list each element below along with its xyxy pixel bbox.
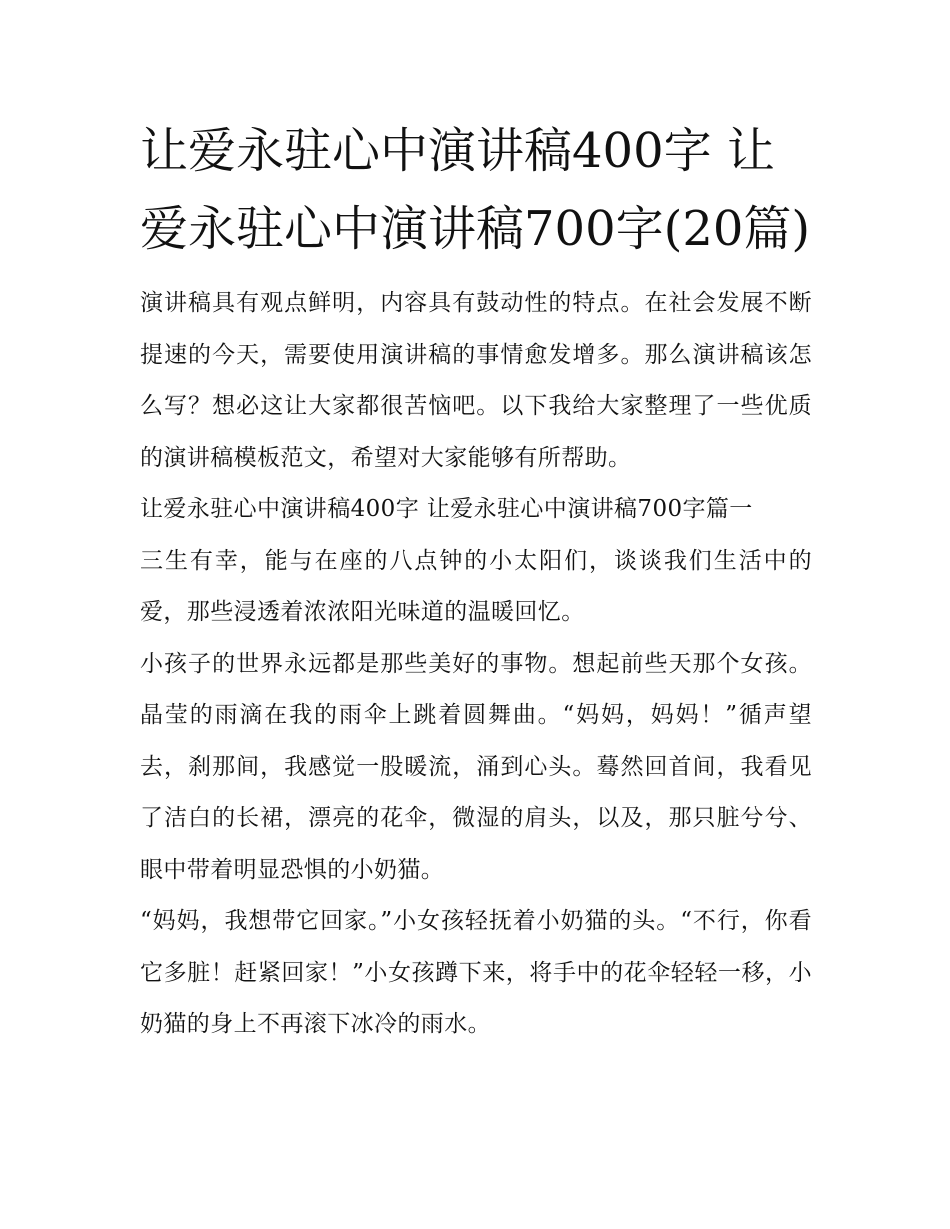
body-paragraph: 三生有幸，能与在座的八点钟的小太阳们，谈谈我们生活中的爱，那些浸透着浓浓阳光味道的温暖回忆。 [140, 547, 812, 625]
document-page [140, 112, 812, 1051]
intro-paragraph: 演讲稿具有观点鲜明，内容具有鼓动性的特点。在社会发展不断提速的今天，需要使用演讲稿的事情愈发增多。那么演讲稿该怎么写？想必这让大家都很苦恼吧。以下我给大家整理了一些优质的演讲稿模板范文，希望对大家能够有所帮助。 [140, 290, 812, 471]
body-paragraph: “妈妈，我想带它回家。”小女孩轻抚着小奶猫的头。“不行，你看它多脏！赶紧回家！”小女孩蹲下来，将手中的花伞轻轻一移，小奶猫的身上不再滚下冰冷的雨水。 [140, 908, 812, 1037]
document-title: 让爱永驻心中演讲稿400字 让爱永驻心中演讲稿700字(20篇) [140, 123, 811, 257]
section-heading: 让爱永驻心中演讲稿400字 让爱永驻心中演讲稿700字篇一 [140, 496, 753, 522]
document-body [140, 278, 812, 1051]
body-paragraph: 小孩子的世界永远都是那些美好的事物。想起前些天那个女孩。晶莹的雨滴在我的雨伞上跳着圆舞曲。“妈妈，妈妈！”循声望去，刹那间，我感觉一股暖流，涌到心头。蓦然回首间，我看见了洁白的长裙，漂亮的花伞，微湿的肩头，以及，那只脏兮兮、眼中带着明显恐惧的小奶猫。 [140, 650, 812, 883]
